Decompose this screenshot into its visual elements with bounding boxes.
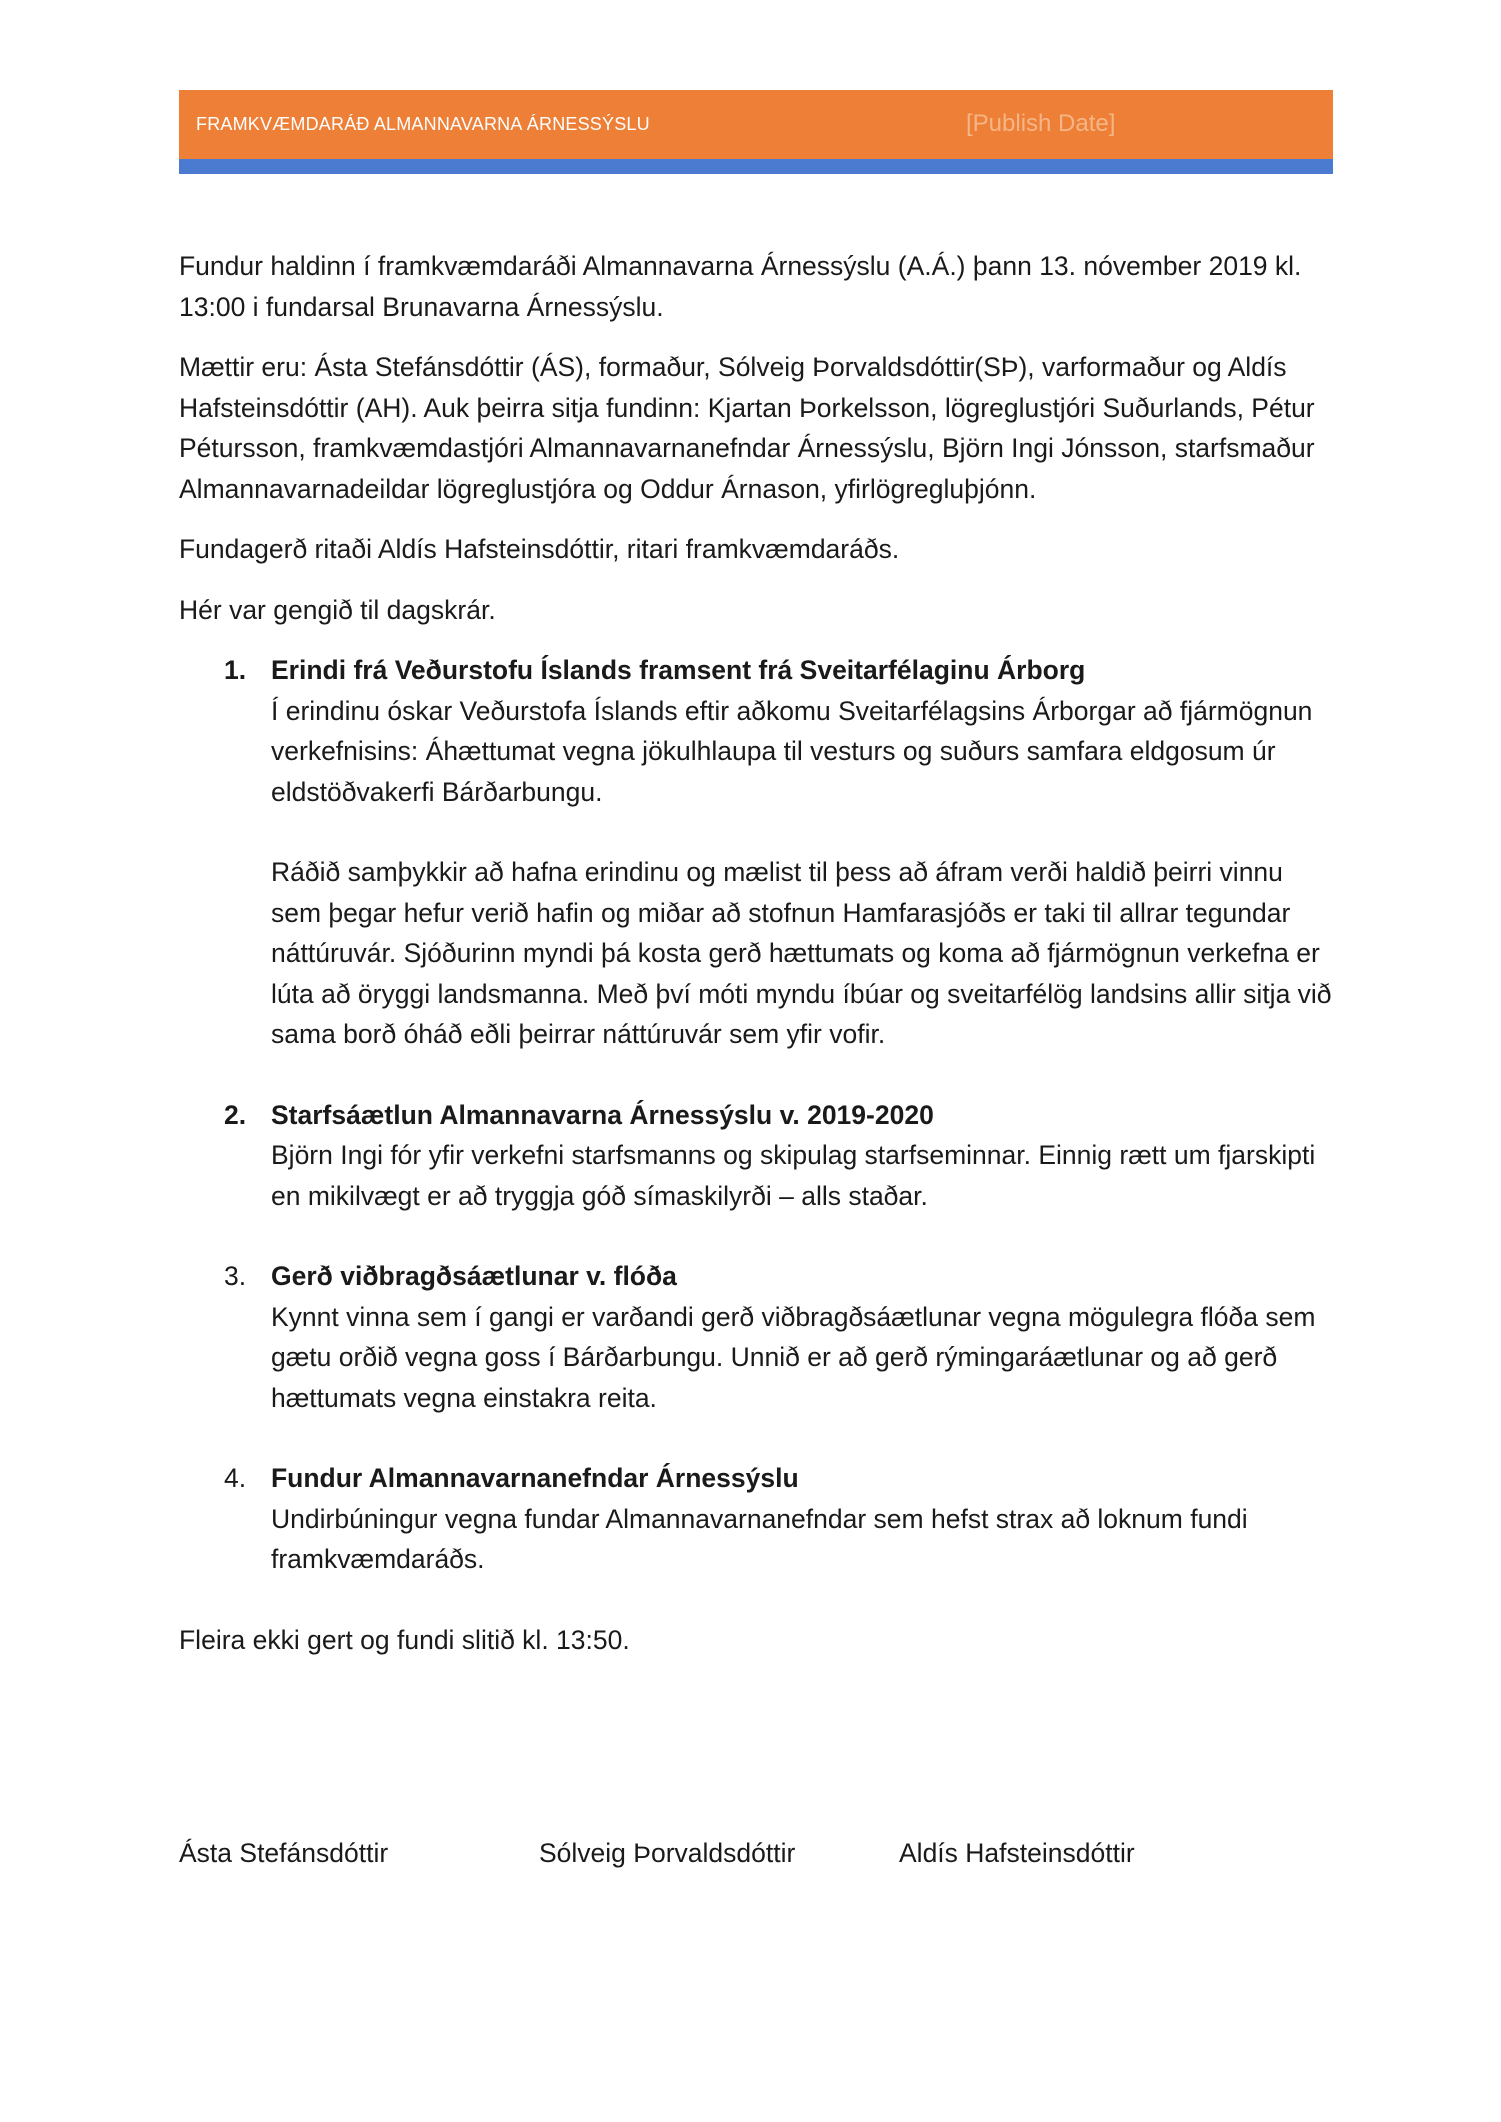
closing-paragraph: Fleira ekki gert og fundi slitið kl. 13:50. [179,1624,630,1655]
minutes-paragraph: Fundagerð ritaði Aldís Hafsteinsdóttir, ritari framkvæmdaráðs. [179,534,900,564]
agenda-item [179,650,1339,1055]
agenda-item-number: 3. [224,1261,247,1291]
agenda-item-number: 2. [224,1099,247,1130]
signature-secretary: Aldís Hafsteinsdóttir [899,1838,1135,1868]
publish-date-placeholder[interactable]: [Publish Date] [966,110,1116,137]
agenda-item [179,1458,1339,1580]
agenda-item-title: Fundur Almannavarnanefndar Árnessýslu [271,1463,799,1493]
agenda-item-title: Erindi frá Veðurstofu Íslands framsent frá Sveitarfélaginu Árborg [271,655,1086,685]
signature-vice-chair: Sólveig Þorvaldsdóttir [539,1838,796,1868]
attendees-paragraph: Mættir eru: Ásta Stefánsdóttir (ÁS), formaður, Sólveig Þorvaldsdóttir(SÞ), varformaður og Aldís Hafsteinsdóttir (AH). Auk þeirra sitja fundinn: Kjartan Þorkelsson, lögreglustjóri Suðurlands, Pétur Pétursson, framkvæmdastjóri Almannavarnanefndar Árnessýslu, Björn Ingi Jónsson, starfsmaður Almannavarnadeildar lögreglustjóra og Oddur Árnason, yfirlögregluþjónn. [179,352,1315,504]
agenda-item-text: Undirbúningur vegna fundar Almannavarnanefndar sem hefst strax að loknum fundi framkvæmdaráðs. [271,1503,1248,1574]
agenda-item [179,1256,1339,1418]
agenda-item [179,1095,1339,1217]
agenda-item-title: Starfsáætlun Almannavarna Árnessýslu v. 2019-2020 [271,1099,934,1130]
signature-chair: Ásta Stefánsdóttir [179,1838,389,1868]
header-title: FRAMKVÆMDARÁÐ ALMANNAVARNA ÁRNESSÝSLU [196,114,650,134]
agenda-item-number: 4. [224,1463,247,1493]
document-body [179,246,1339,1680]
agenda-item-text: Björn Ingi fór yfir verkefni starfsmanns og skipulag starfseminnar. Einnig rætt um fjarskipti en mikilvægt er að tryggja góð símaskilyrði – alls staðar. [271,1140,1316,1211]
intro-paragraph: Fundur haldinn í framkvæmdaráði Almannavarna Árnessýslu (A.Á.) þann 13. nóvember 2019 kl. 13:00 i fundarsal Brunavarna Árnessýslu. [179,251,1302,322]
agenda-item-text: Í erindinu óskar Veðurstofa Íslands eftir aðkomu Sveitarfélagsins Árborgar að fjármögnun verkefnisins: Áhættumat vegna jökulhlaupa til vesturs og suðurs samfara eldgosum úr eldstöðvakerfi Bárðarbungu. [271,695,1313,807]
page-header [179,90,1333,174]
agenda-intro-paragraph: Hér var gengið til dagskrár. [179,594,496,625]
paragraph-gap [271,812,1339,852]
agenda-item-title: Gerð viðbragðsáætlunar v. flóða [271,1261,677,1291]
header-orange-bar [179,90,1333,159]
agenda-list [179,650,1339,1580]
signature-row [179,1838,1339,1878]
agenda-item-text: Kynnt vinna sem í gangi er varðandi gerð viðbragðsáætlunar vegna mögulegra flóða sem gætu orðið vegna goss í Bárðarbungu. Unnið er að gerð rýmingaráætlunar og að gerð hættumats vegna einstakra reita. [271,1301,1316,1413]
header-blue-bar [179,159,1333,174]
agenda-item-decision: Ráðið samþykkir að hafna erindinu og mælist til þess að áfram verði haldið þeirri vinnu sem þegar hefur verið hafin og miðar að stofnun Hamfarasjóðs er taki til allrar tegundar náttúruvár. Sjóðurinn myndi þá kosta gerð hættumats og koma að fjármögnun verkefna er lúta að öryggi landsmanna. Með því móti myndu íbúar og sveitarfélög landsins allir sitja við sama borð óháð eðli þeirrar náttúruvár sem yfir vofir. [271,857,1332,1049]
agenda-item-number: 1. [224,655,247,685]
